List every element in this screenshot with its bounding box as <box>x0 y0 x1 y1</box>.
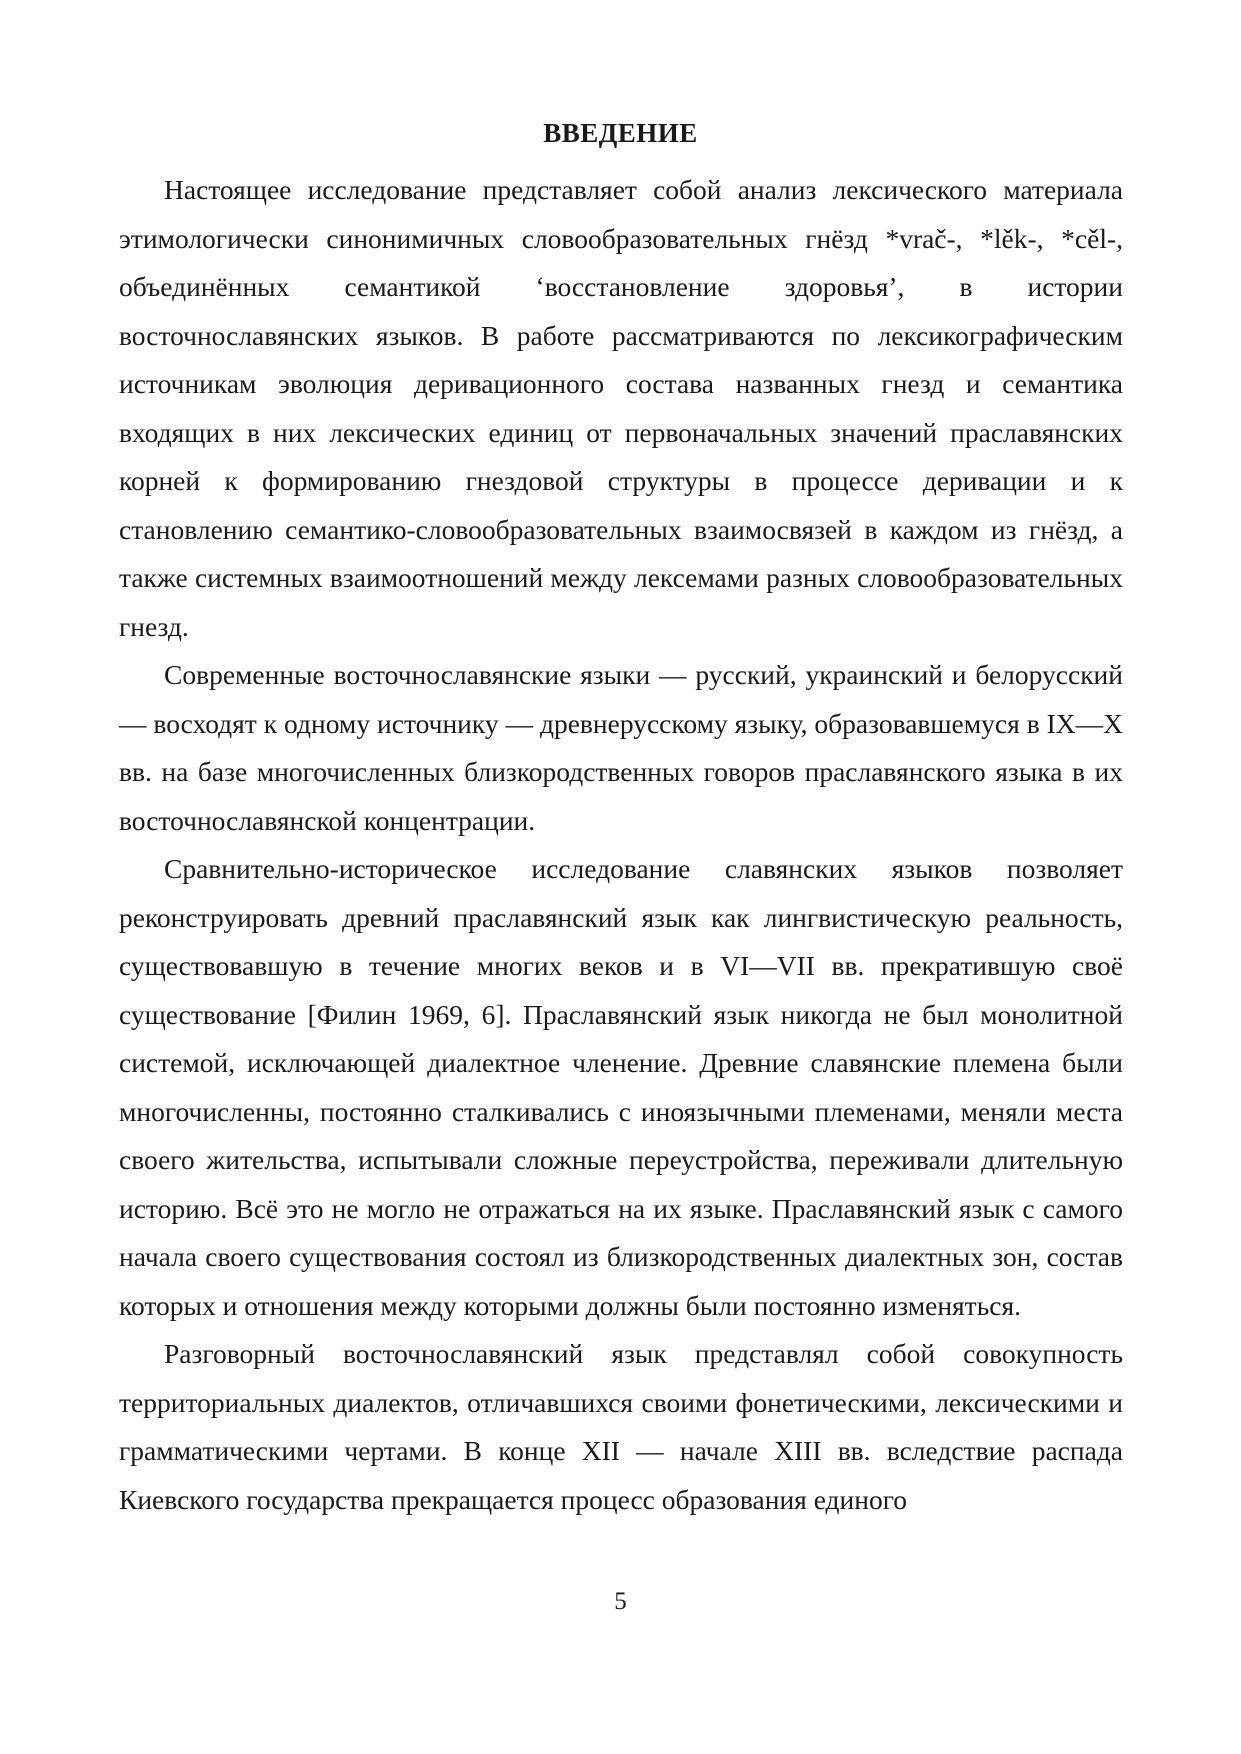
page-number: 5 <box>614 1588 627 1615</box>
paragraph-1: Настоящее исследование представляет собой анализ лексического материала этимологически синонимичных словообразовательных гнёзд *vrač-, *lěk-, *cěl-, объединённых семантикой ‘восстановление здоровья’, в истории восточнославянских языков. В работе рассматриваются по лексикографическим источникам эволюция деривационного состава названных гнезд и семантика входящих в них лексических единиц от первоначальных значений праславянских корней к формированию гнездовой структуры в процессе деривации и к становлению семантико-словообразовательных взаимосвязей в каждом из гнёзд, а также системных взаимоотношений между лексемами разных словообразовательных гнезд. <box>119 174 1123 642</box>
section-heading: ВВЕДЕНИЕ <box>543 118 698 148</box>
paragraph-3: Сравнительно-историческое исследование славянских языков позволяет реконструировать древний праславянский язык как лингвистическую реальность, существовавшую в течение многих веков и в VI—VII вв. прекратившую своё существование [Филин 1969, 6]. Праславянский язык никогда не был монолитной системой, исключающей диалектное членение. Древние славянские племена были многочисленны, постоянно сталкивались с иноязычными племенами, меняли места своего жительства, испытывали сложные переустройства, переживали длительную историю. Всё это не могло не отражаться на их языке. Праславянский язык с самого начала своего существования состоял из близкородственных диалектных зон, состав которых и отношения между которыми должны были постоянно изменяться. <box>119 853 1123 1321</box>
paragraph-2: Современные восточнославянские языки — русский, украинский и белорусский — восходят к одному источнику — древнерусскому языку, образовавшемуся в IX—X вв. на базе многочисленных близкородственных говоров праславянского языка в их восточнославянской концентрации. <box>119 659 1123 836</box>
paragraph-4: Разговорный восточнославянский язык представлял собой совокупность территориальных диалектов, отличавшихся своими фонетическими, лексическими и грамматическими чертами. В конце XII — начале XIII вв. вследствие распада Киевского государства прекращается процесс образования единого <box>119 1338 1123 1515</box>
body-text <box>119 166 1123 1524</box>
